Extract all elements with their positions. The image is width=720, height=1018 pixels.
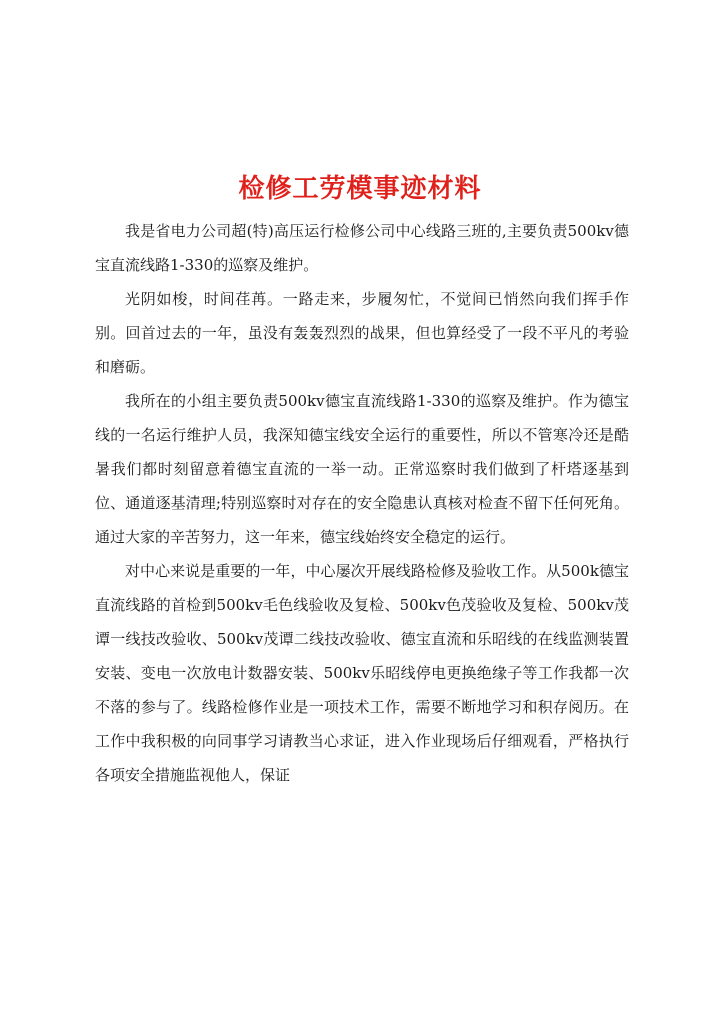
paragraph: 对中心来说是重要的一年，中心屡次开展线路检修及验收工作。从500k德宝直流线路的首检到500kv毛色线验收及复检、500kv色茂验收及复检、500kv茂谭一线技改验收、500kv茂谭二线技改验收、德宝直流和乐昭线的在线监测装置安装、变电一次放电计数器安装、500kv乐昭线停电更换绝缘子等工作我都一次不落的参与了。线路检修作业是一项技术工作，需要不断地学习和积存阅历。在工作中我积极的向同事学习请教当心求证，进入作业现场后仔细观看，严格执行各项安全措施监视他人，保证 bbox=[95, 562, 629, 784]
paragraph: 我是省电力公司超(特)高压运行检修公司中心线路三班的,主要负责500kv德宝直流线路1-330的巡察及维护。 bbox=[95, 222, 629, 274]
document-title: 检修工劳模事迹材料 bbox=[238, 174, 482, 205]
document-body bbox=[95, 214, 629, 792]
paragraph: 我所在的小组主要负责500kv德宝直流线路1-330的巡察及维护。作为德宝线的一名运行维护人员，我深知德宝线安全运行的重要性，所以不管寒冷还是酷暑我们都时刻留意着德宝直流的一举一动。正常巡察时我们做到了杆塔逐基到位、通道逐基清理;特别巡察时对存在的安全隐患认真核对检查不留下任何死角。通过大家的辛苦努力，这一年来，德宝线始终安全稳定的运行。 bbox=[95, 392, 629, 546]
paragraph: 光阴如梭，时间荏苒。一路走来，步履匆忙，不觉间已悄然向我们挥手作别。回首过去的一年，虽没有轰轰烈烈的战果，但也算经受了一段不平凡的考验和磨砺。 bbox=[95, 290, 629, 376]
